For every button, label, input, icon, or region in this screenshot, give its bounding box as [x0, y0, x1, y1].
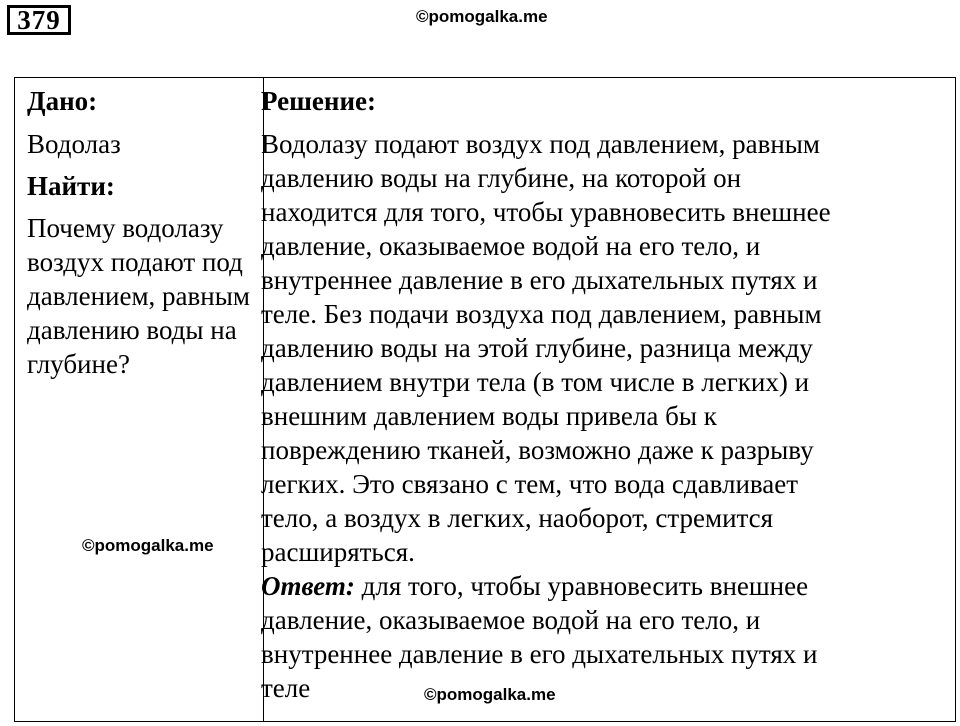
watermark-top: ©pomogalka.me	[416, 7, 548, 26]
given-heading: Дано:	[27, 86, 98, 116]
solution-text: Водолазу подают воздух под давлением, равным давлению воды на глубине, на которой он находится для того, чтобы уравновесить внешнее давление, оказываемое водой на его тело, и внутреннее давление в его дыхательных путях и теле. Без подачи воздуха под давлением, равным давлению воды на этой глубине, разница между давлением внутри тела (в том числе в легких) и внешним давлением воды привела бы к повреждению тканей, возможно даже к разрыву легких. Это связано с тем, что вода сдавливает тело, а воздух в легких, наоборот, стремится расширяться.	[261, 129, 831, 567]
answer-text: для того, чтобы уравновесить внешнее давление, оказываемое водой на его тело, и внутреннее давление в его дыхательных путях и теле	[261, 571, 818, 703]
solution-table	[14, 77, 956, 722]
given-column	[27, 84, 257, 381]
answer-label: Ответ:	[261, 571, 355, 601]
watermark-left: ©pomogalka.me	[82, 536, 214, 555]
given-item: Водолаз	[27, 129, 121, 159]
answer-block	[261, 569, 921, 705]
problem-number: 379	[7, 5, 71, 35]
find-heading: Найти:	[27, 171, 115, 201]
find-question: Почему водолазу воздух подают под давлением, равным давлению воды на глубине?	[27, 213, 250, 379]
solution-column	[261, 84, 921, 705]
watermark-bottom: ©pomogalka.me	[424, 685, 556, 704]
solution-heading: Решение:	[261, 86, 376, 116]
